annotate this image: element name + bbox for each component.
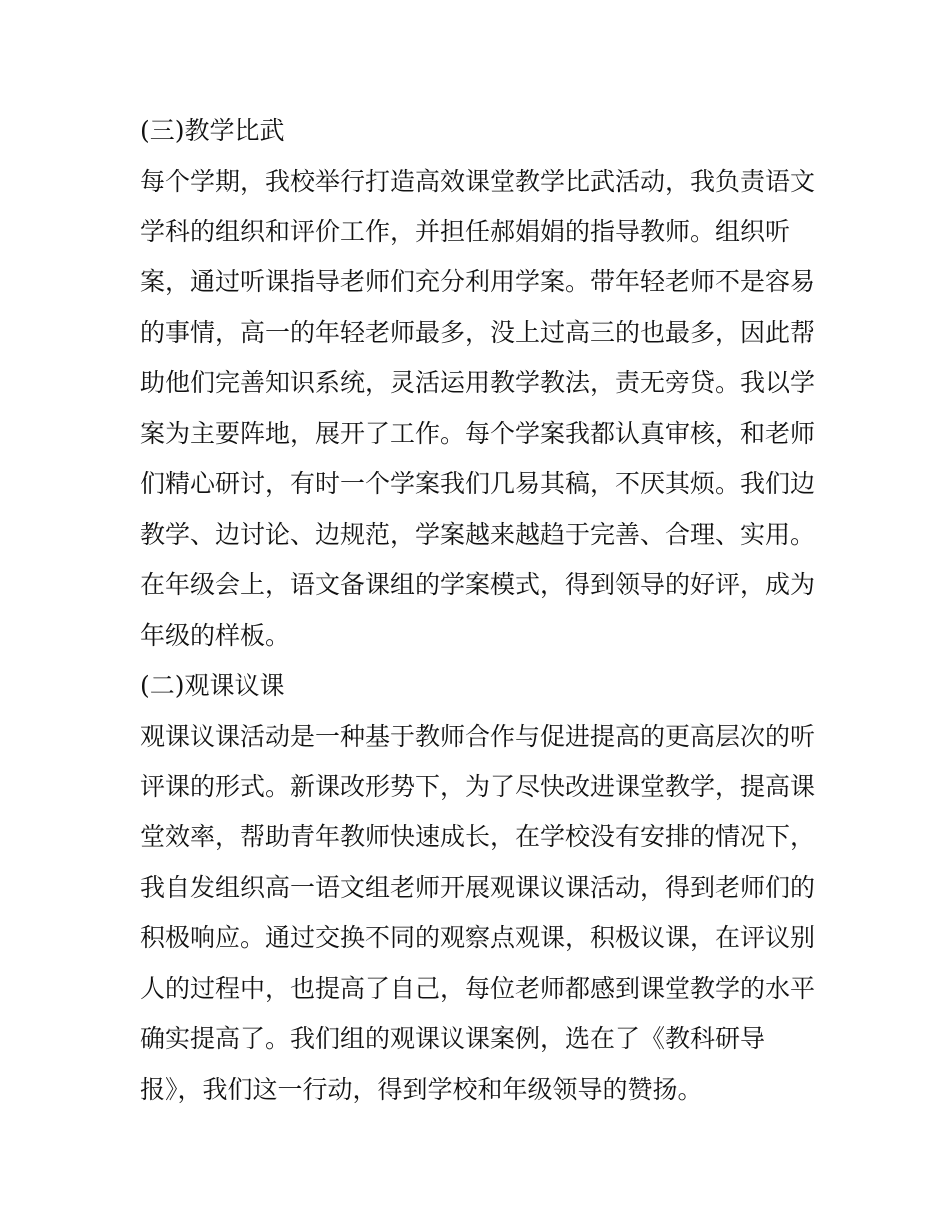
paragraph-line: 学科的组织和评价工作，并担任郝娟娟的指导教师。组织听 <box>140 217 791 246</box>
section-heading-lesson-observation: (二)观课议课 <box>140 671 285 700</box>
paragraph-line: 观课议课活动是一种基于教师合作与促进提高的更高层次的听 <box>140 722 816 751</box>
paragraph-line: 我自发组织高一语文组老师开展观课议课活动，得到老师们的 <box>140 873 816 902</box>
paragraph-line: 评课的形式。新课改形势下，为了尽快改进课堂教学，提高课 <box>140 772 816 801</box>
paragraph-line: 在年级会上，语文备课组的学案模式，得到领导的好评，成为 <box>140 570 816 599</box>
paragraph-line: 报》，我们这一行动，得到学校和年级领导的赞扬。 <box>140 1075 703 1104</box>
paragraph-line: 年级的样板。 <box>140 621 291 650</box>
paragraph-line: 案，通过听课指导老师们充分利用学案。带年轻老师不是容易 <box>140 267 816 296</box>
paragraph-line: 每个学期，我校举行打造高效课堂教学比武活动，我负责语文 <box>140 167 816 196</box>
paragraph-line: 人的过程中，也提高了自己，每位老师都感到课堂教学的水平 <box>140 974 816 1003</box>
paragraph-line: 们精心研讨，有时一个学案我们几易其稿，不厌其烦。我们边 <box>140 469 816 498</box>
paragraph-line: 积极响应。通过交换不同的观察点观课，积极议课，在评议别 <box>140 923 816 952</box>
paragraph-line: 的事情，高一的年轻老师最多，没上过高三的也最多，因此帮 <box>140 318 816 347</box>
paragraph-line: 案为主要阵地，展开了工作。每个学案我都认真审核，和老师 <box>140 419 816 448</box>
paragraph-line: 教学、边讨论、边规范，学案越来越趋于完善、合理、实用。 <box>140 520 816 549</box>
paragraph-line: 堂效率，帮助青年教师快速成长，在学校没有安排的情况下， <box>140 822 816 851</box>
paragraph-line: 确实提高了。我们组的观课议课案例，选在了《教科研导 <box>140 1024 766 1053</box>
paragraph-line: 助他们完善知识系统，灵活运用教学教法，责无旁贷。我以学 <box>140 368 816 397</box>
section-heading-teaching-competition: (三)教学比武 <box>140 116 285 145</box>
